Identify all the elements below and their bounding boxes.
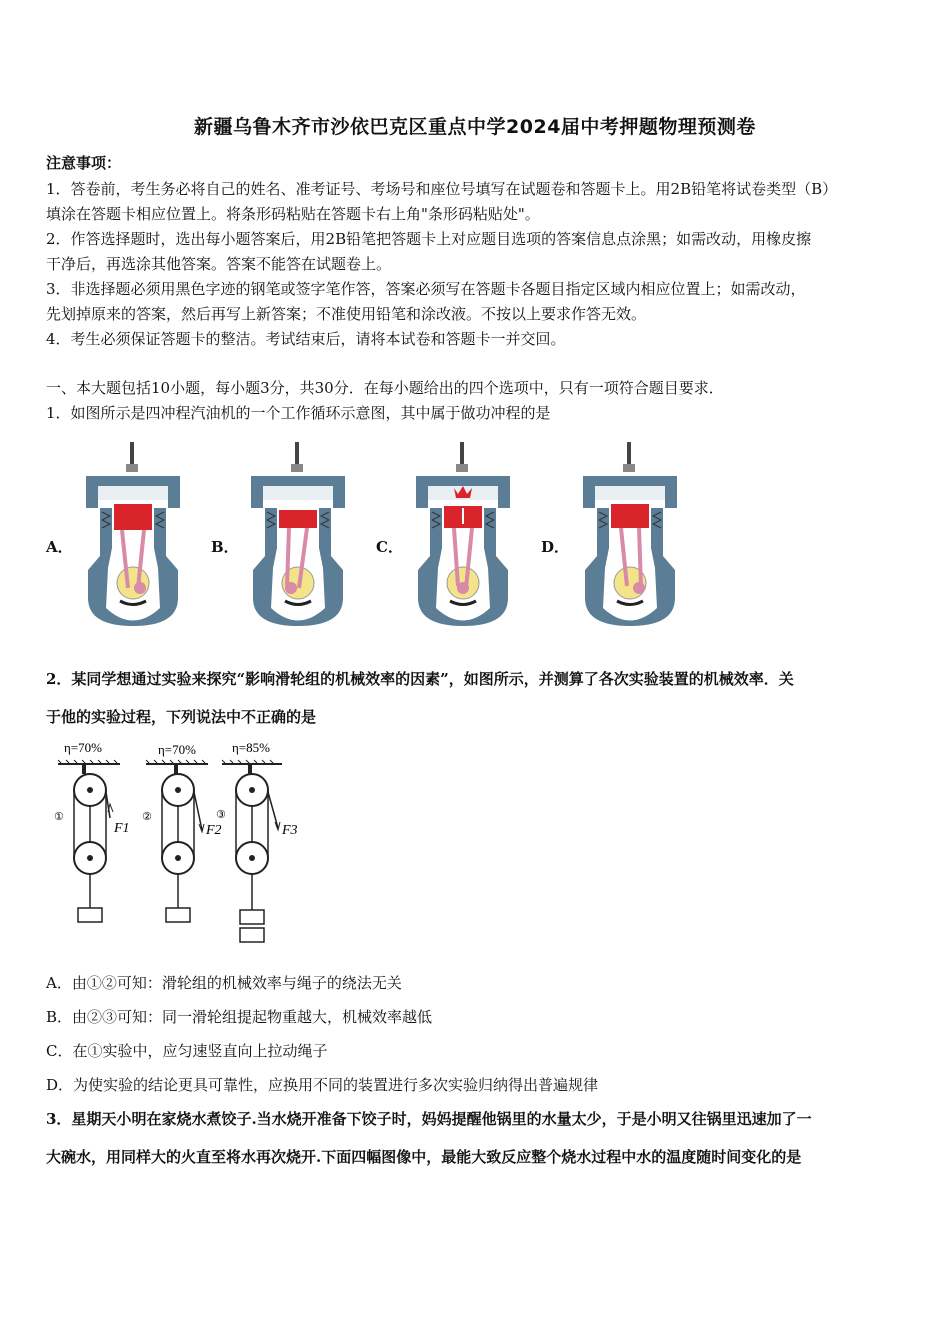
q2-option-a: A．由①②可知：滑轮组的机械效率与绳子的绕法无关 [46, 974, 402, 992]
engine-diagram-a [78, 438, 188, 628]
notice-line: 4．考生必须保证答题卡的整洁。考试结束后，请将本试卷和答题卡一并交回。 [46, 330, 566, 348]
notice-line: 1．答卷前，考生务必将自己的姓名、准考证号、考场号和座位号填写在试题卷和答题卡上。用2B铅笔将试卷类型（B） [46, 180, 838, 198]
q1-option-a-label: A． [46, 538, 73, 556]
pulley-diagram [50, 740, 320, 950]
setup-label-1: ① [54, 810, 64, 823]
q1-option-d-label: D． [541, 538, 570, 556]
setup-label-2: ② [142, 810, 152, 823]
efficiency-label-2: η=70% [158, 742, 196, 757]
question-3-stem-cont: 大碗水，用同样大的火直至将水再次烧开.下面四幅图像中，最能大致反应整个烧水过程中水的温度随时间变化的是 [46, 1148, 802, 1166]
section-heading: 一、本大题包括10小题，每小题3分，共30分．在每小题给出的四个选项中，只有一项符合题目要求． [46, 379, 724, 397]
notice-line: 先划掉原来的答案，然后再写上新答案；不准使用铅笔和涂改液。不按以上要求作答无效。 [46, 305, 647, 323]
q2-option-b: B．由②③可知：同一滑轮组提起物重越大，机械效率越低 [46, 1008, 433, 1026]
q2-option-d: D．为使实验的结论更具可靠性，应换用不同的装置进行多次实验归纳得出普遍规律 [46, 1076, 599, 1094]
efficiency-label-3: η=85% [232, 740, 270, 755]
notice-line: 2．作答选择题时，选出每小题答案后，用2B铅笔把答题卡上对应题目选项的答案信息点涂黑；如需改动，用橡皮擦 [46, 230, 812, 248]
notice-line: 3．非选择题必须用黑色字迹的钢笔或签字笔作答，答案必须写在答题卡各题目指定区域内相应位置上；如需改动， [46, 280, 806, 298]
notice-heading: 注意事项： [46, 154, 122, 172]
engine-diagram-d [575, 438, 685, 628]
q1-option-c-label: C． [376, 538, 403, 556]
question-2-stem: 2．某同学想通过实验来探究“影响滑轮组的机械效率的因素”，如图所示，并测算了各次实验装置的机械效率．关 [46, 670, 794, 688]
notice-line: 填涂在答题卡相应位置上。将条形码粘贴在答题卡右上角"条形码粘贴处"。 [46, 205, 540, 223]
efficiency-label-1: η=70% [64, 740, 102, 755]
question-1-stem: 1．如图所示是四冲程汽油机的一个工作循环示意图，其中属于做功冲程的是 [46, 404, 551, 422]
page-title: 新疆乌鲁木齐市沙依巴克区重点中学2024届中考押题物理预测卷 [194, 116, 756, 138]
force-label-1: F1 [114, 821, 130, 836]
q1-option-b-label: B． [211, 538, 239, 556]
q2-option-c: C．在①实验中，应匀速竖直向上拉动绳子 [46, 1042, 328, 1060]
engine-diagram-b [243, 438, 353, 628]
question-3-stem: 3．星期天小明在家烧水煮饺子.当水烧开准备下饺子时，妈妈提醒他锅里的水量太少，于是小明又往锅里迅速加了一 [46, 1110, 812, 1128]
notice-line: 干净后，再选涂其他答案。答案不能答在试题卷上。 [46, 255, 392, 273]
engine-diagram-c [408, 438, 518, 628]
setup-label-3: ③ [216, 808, 226, 821]
question-2-stem-cont: 于他的实验过程，下列说法中不正确的是 [46, 708, 317, 726]
force-label-2: F2 [206, 823, 222, 838]
force-label-3: F3 [282, 823, 298, 838]
